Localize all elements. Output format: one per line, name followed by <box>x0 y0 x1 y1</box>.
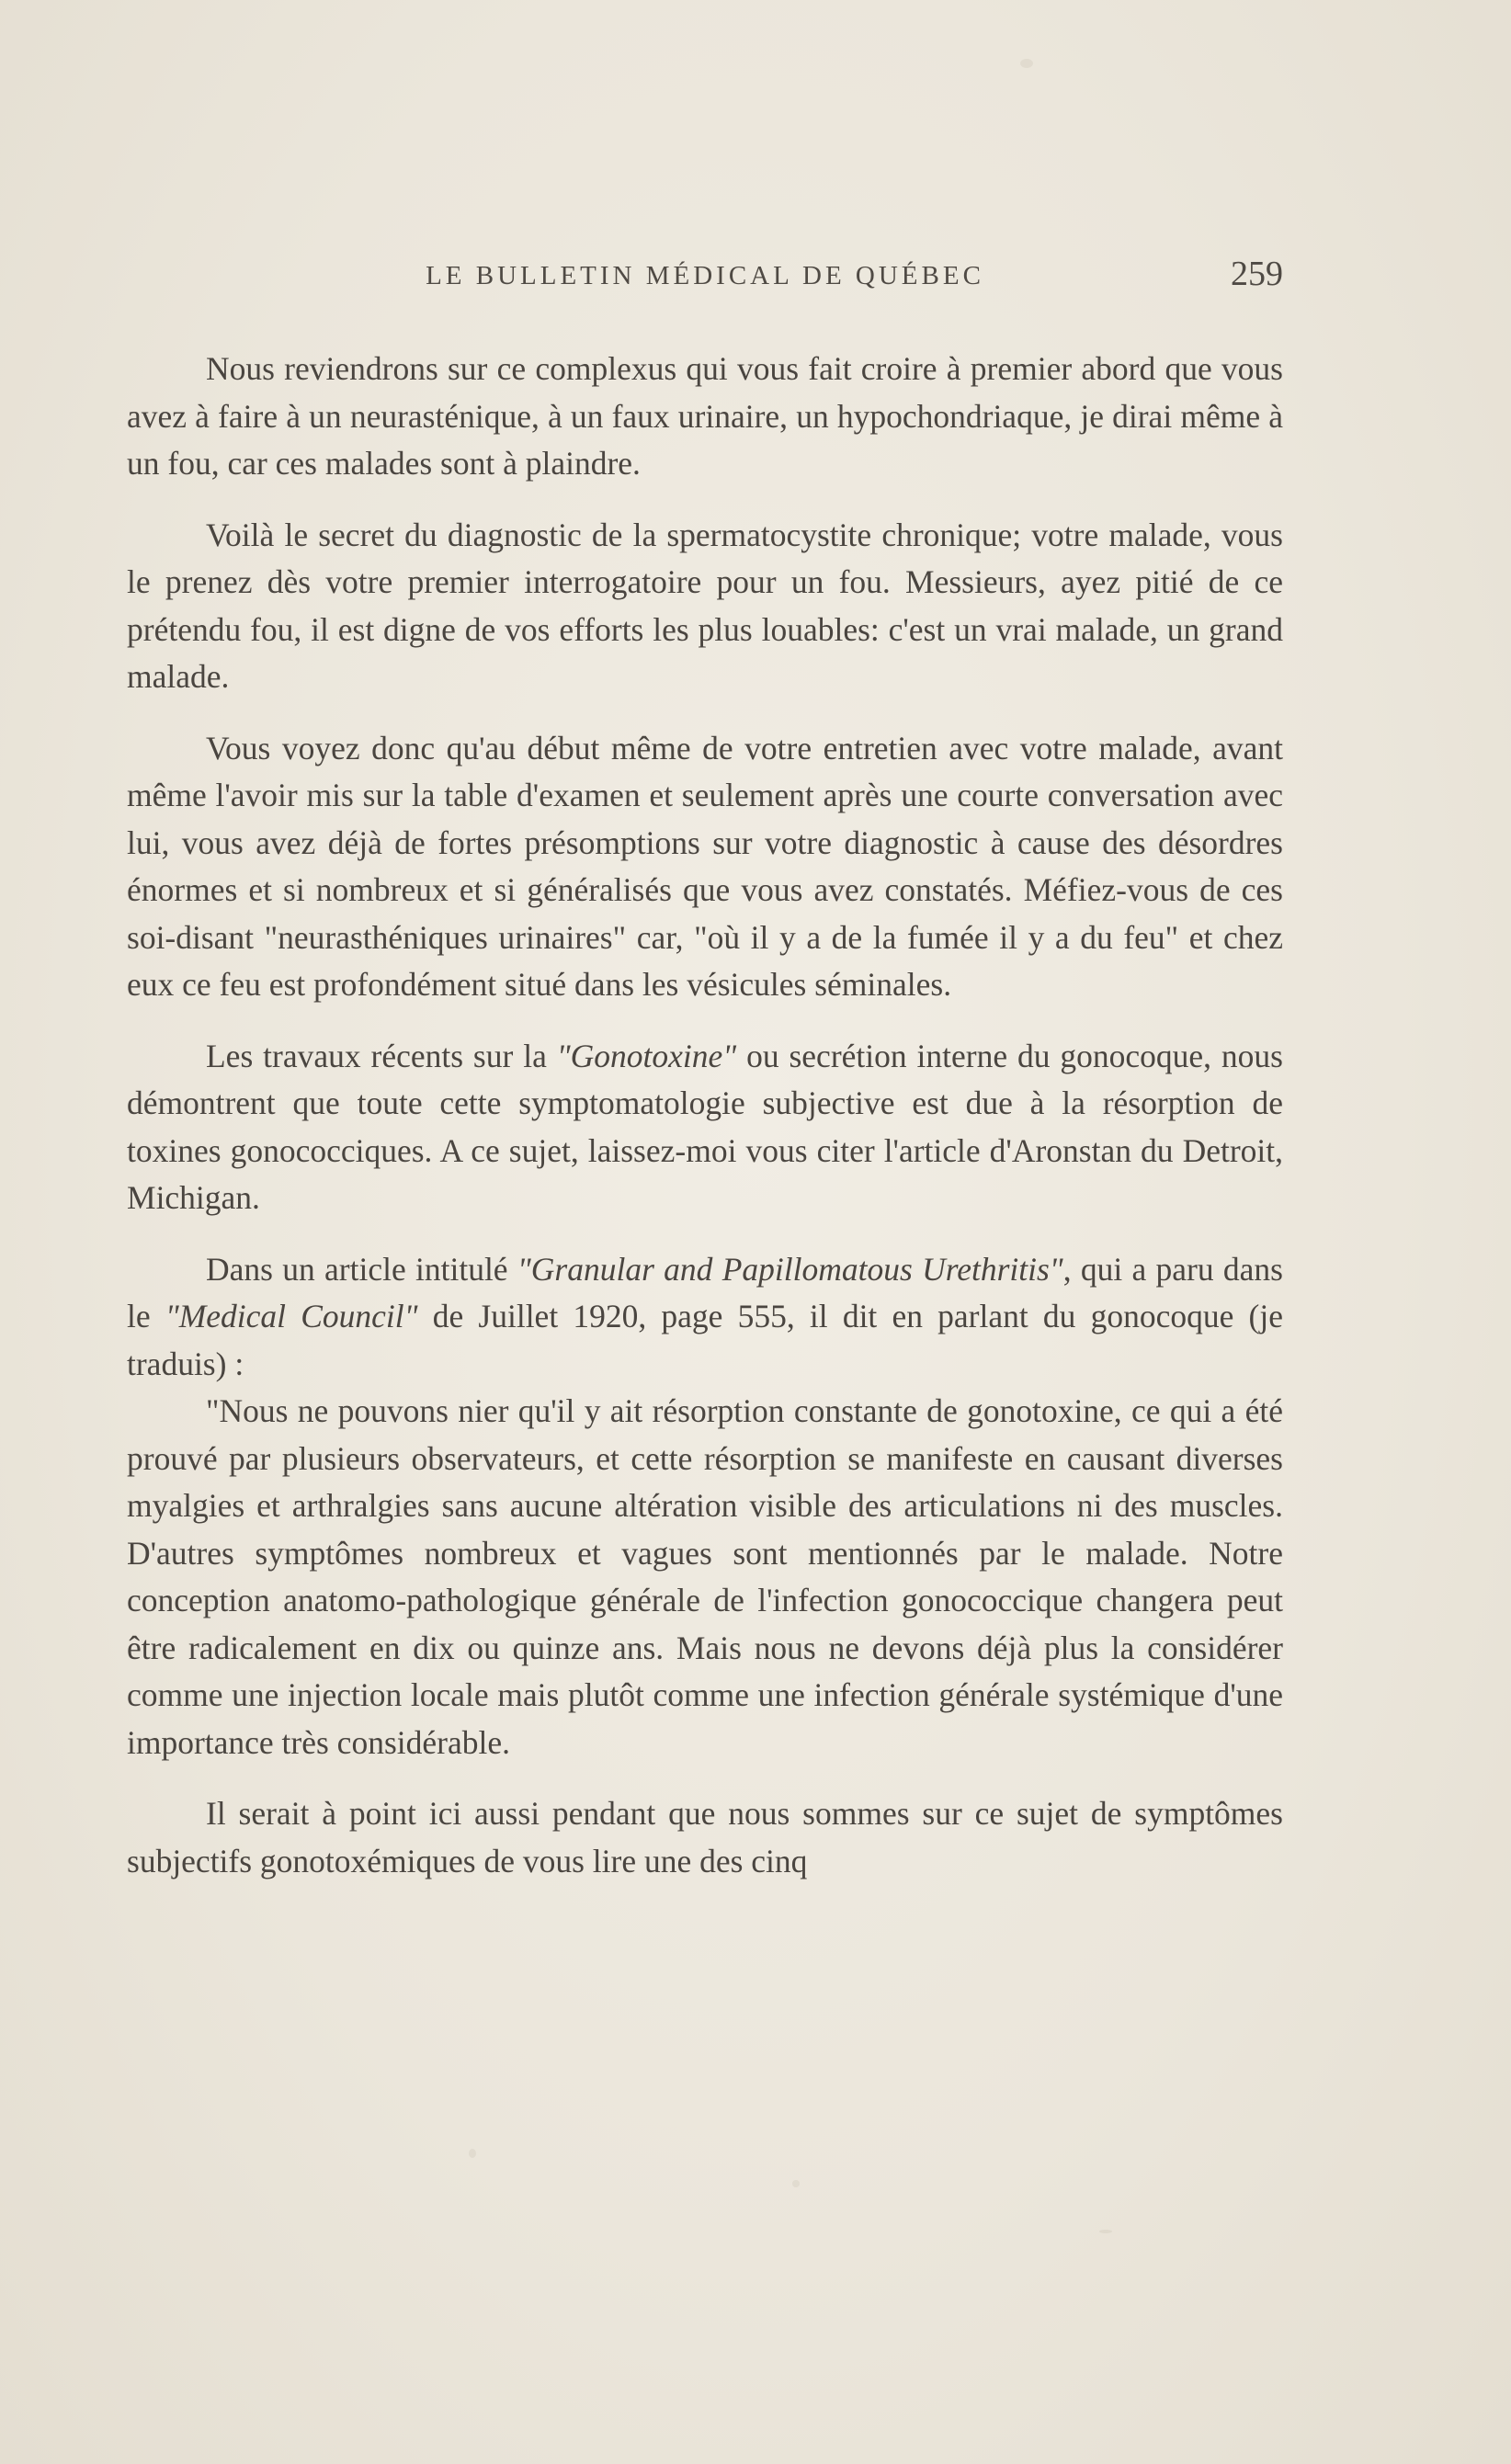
quoted-paragraph: "Nous ne pouvons nier qu'il y ait résorption constante de gonotoxine, ce qui a été prouvé par plusieurs observateurs, et cette résorption se manifeste en causant diverses myalgies et arthralgies sans aucune altération visible des articulations ni des muscles. D'autres symptômes nombreux et vagues sont mentionnés par le malade. Notre conception anatomo-pathologique générale de l'infection gonococcique changera peut être radicalement en dix ou quinze ans. Mais nous ne devons déjà plus la considérer comme une injection locale mais plutôt comme une infection générale systémique d'une importance très considérable. <box>127 1392 1283 1761</box>
paper-speck <box>792 2180 800 2187</box>
italic-term: "Gonotoxine" <box>556 1037 737 1074</box>
paragraph: Vous voyez donc qu'au début même de votre entretien avec votre malade, avant même l'avoir mis sur la table d'examen et seulement après une courte conversation avec lui, vous avez déjà de fortes présomptions sur votre diagnostic à cause des désordres énormes et si nombreux et si généralisés que vous avez constatés. Méfiez-vous de ces soi-disant "neurasthéniques urinaires" car, "où il y a de la fumée il y a du feu" et chez eux ce feu est profondément situé dans les vésicules séminales. <box>127 729 1283 1003</box>
paragraph-text: ou secrétion interne du gonocoque, nous démontrent que toute cette symptomatologie subjective est due à la résorption de toxines gonococciques. A ce sujet, laissez-moi vous citer l'article d'Aronstan du Detroit, Michigan. <box>127 1037 1283 1216</box>
running-title: LE BULLETIN MÉDICAL DE QUÉBEC <box>426 261 984 290</box>
paragraph: Nous reviendrons sur ce complexus qui vous fait croire à premier abord que vous avez à faire à un neurasténique, à un faux urinaire, un hypochondriaque, je dirai même à un fou, car ces malades sont à plaindre. <box>127 350 1283 482</box>
paper-speck <box>1099 2230 1112 2233</box>
page-number: 259 <box>1231 255 1283 293</box>
italic-journal: "Medical Council" <box>165 1298 418 1334</box>
article-body <box>127 346 1283 1909</box>
paragraph-text: , qui a paru dans le <box>127 1250 1283 1334</box>
paragraph-text: de Juillet 1920, page 555, il dit en parlant du gonocoque (je traduis) : <box>127 1298 1283 1382</box>
paper-speck <box>469 2149 476 2158</box>
paragraph: Il serait à point ici aussi pendant que nous sommes sur ce sujet de symptômes subjectifs gonotoxémiques de vous lire une des cinq <box>127 1795 1283 1879</box>
paragraph-text: Les travaux récents sur la <box>206 1037 557 1074</box>
paragraph: Voilà le secret du diagnostic de la spermatocystite chronique; votre malade, vous le prenez dès votre premier interrogatoire pour un fou. Messieurs, ayez pitié de ce prétendu fou, il est digne de vos efforts les plus louables: c'est un vrai malade, un grand malade. <box>127 516 1283 695</box>
paragraph-text: Dans un article intitulé <box>206 1250 517 1288</box>
paragraph <box>127 1246 1283 1389</box>
italic-title: "Granular and Papillomatous Urethritis" <box>517 1250 1063 1288</box>
paper-speck <box>1020 59 1033 68</box>
running-head <box>127 255 1283 301</box>
paragraph <box>127 1033 1283 1222</box>
